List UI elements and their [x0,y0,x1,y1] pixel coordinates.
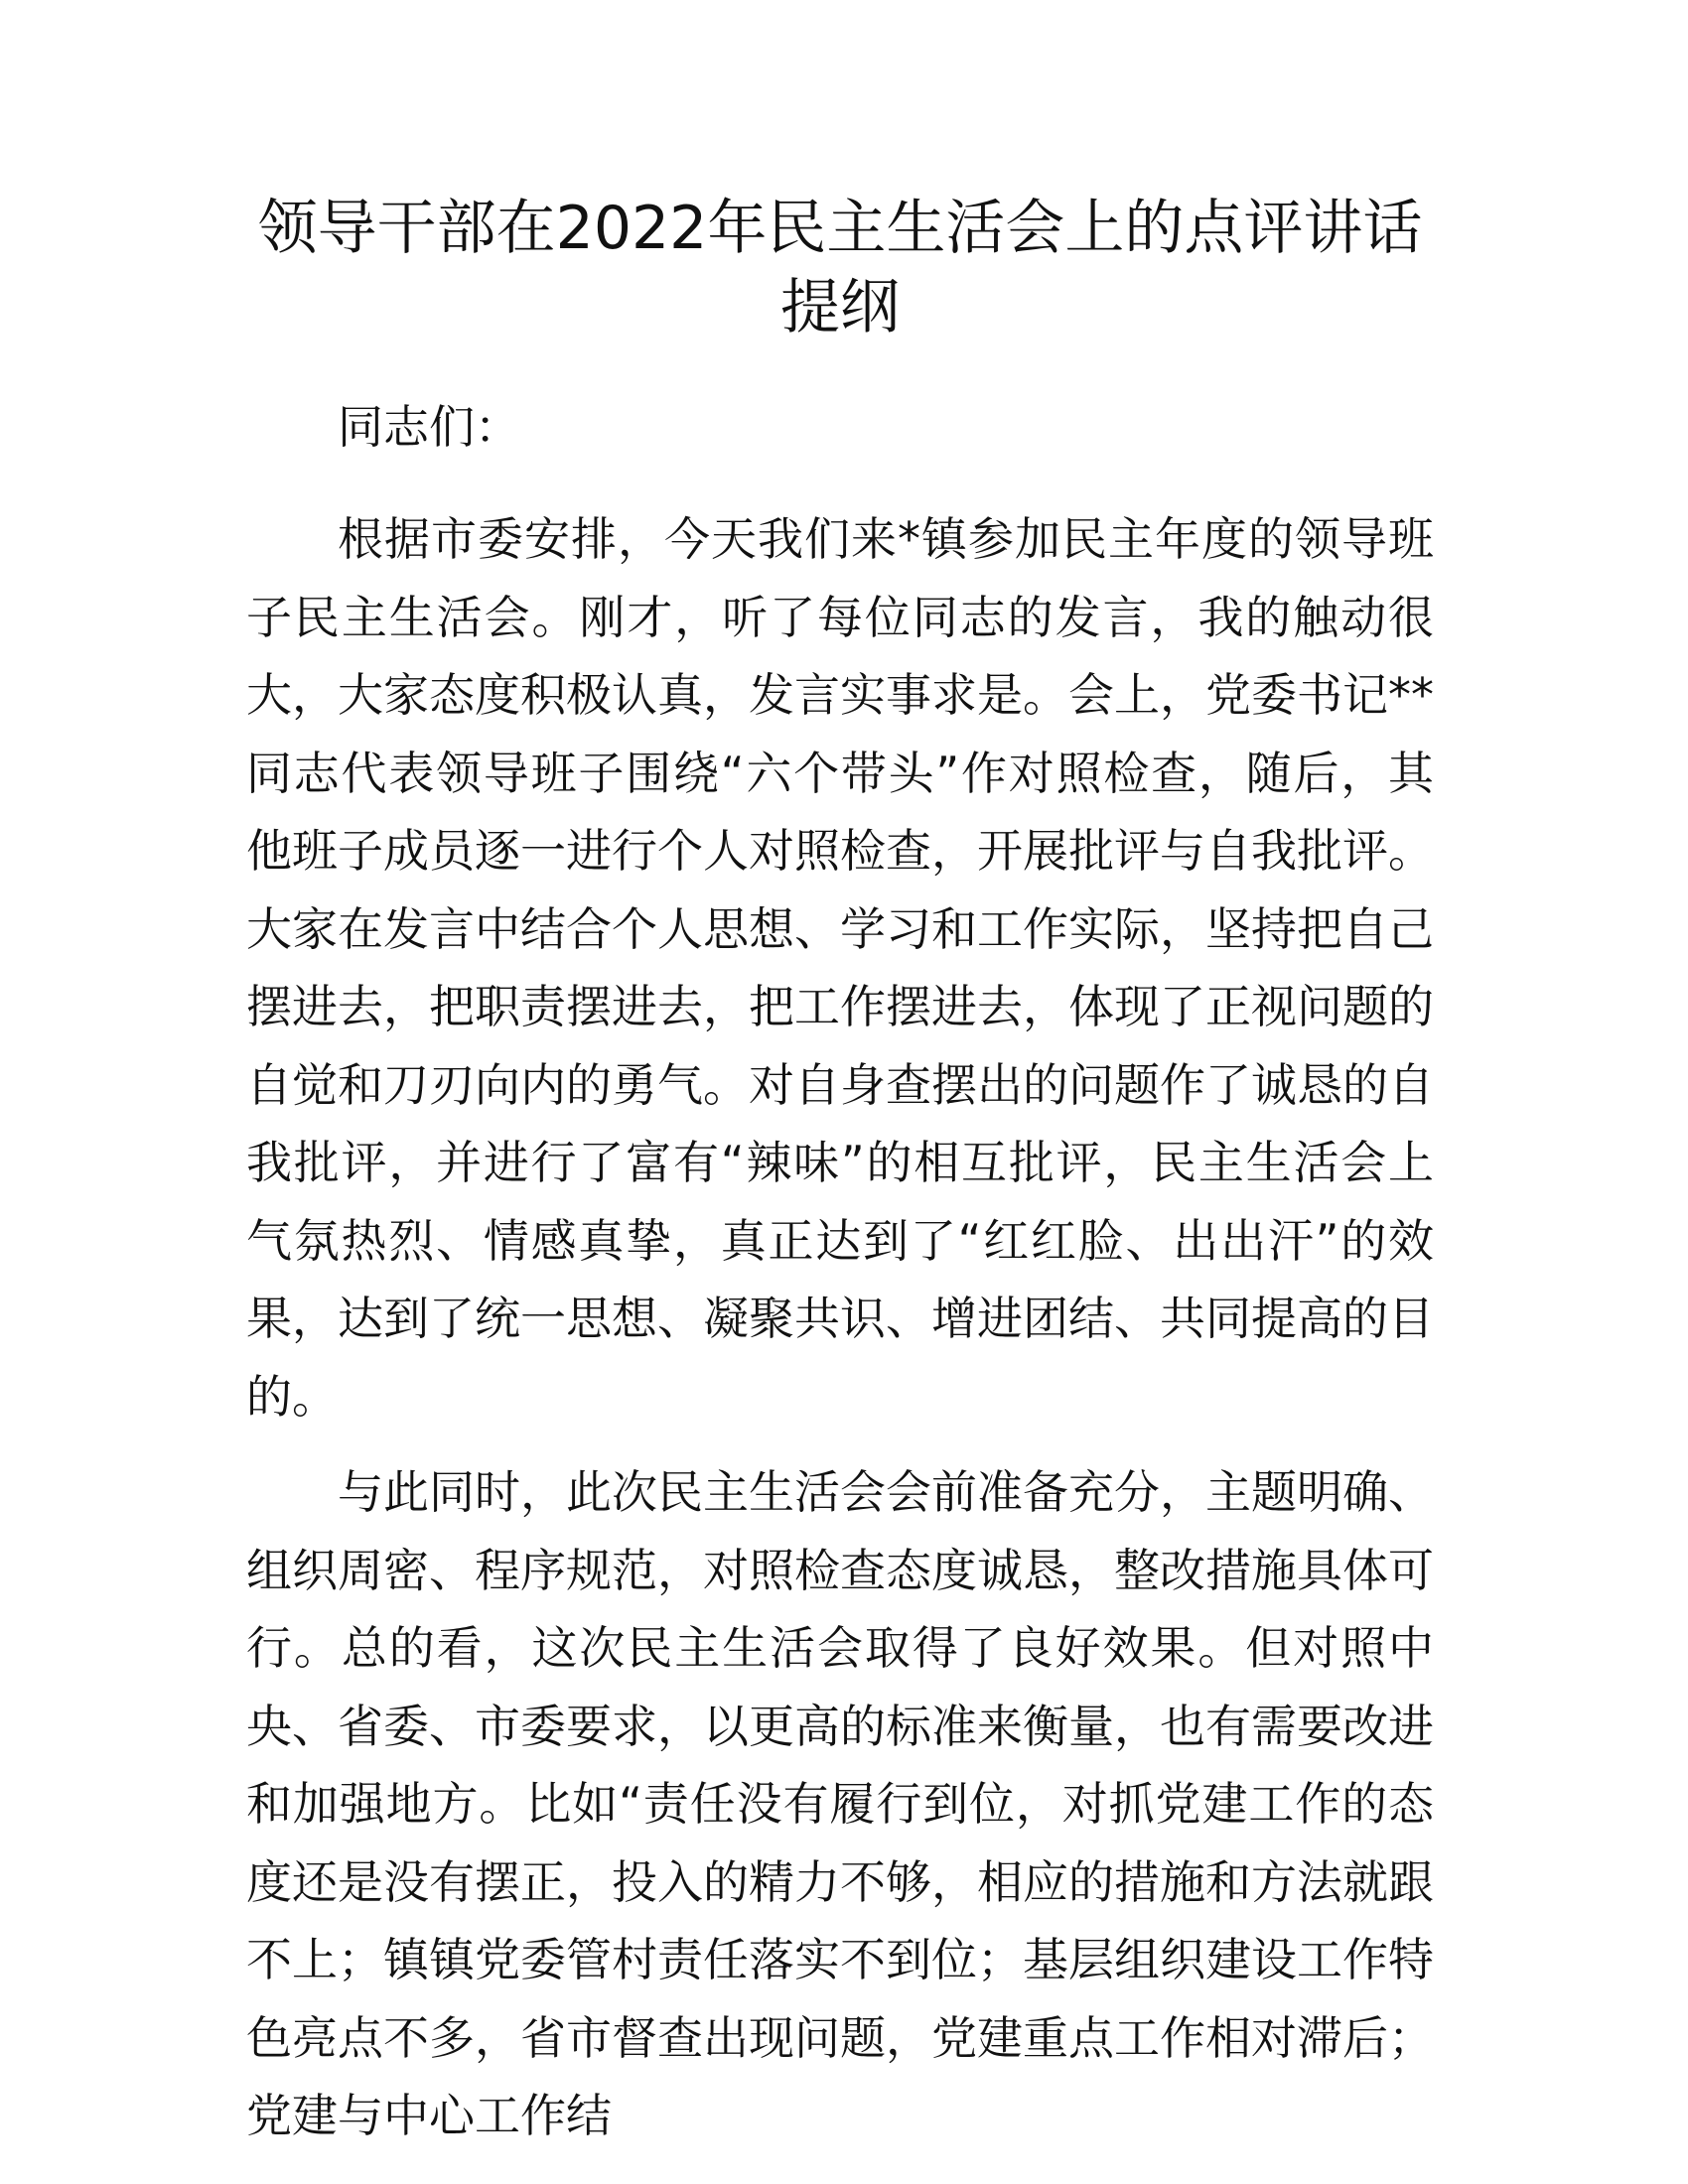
body-paragraph-2: 与此同时，此次民主生活会会前准备充分，主题明确、组织周密、程序规范，对照检查态度诚恳，整改措施具体可行。总的看，这次民主生活会取得了良好效果。但对照中央、省委、市委要求，以更高的标准来衡量，也有需要改进和加强地方。比如“责任没有履行到位，对抓党建工作的态度还是没有摆正，投入的精力不够，相应的措施和方法就跟不上；镇镇党委管村责任落实不到位；基层组织建设工作特色亮点不多，省市督查出现问题，党建重点工作相对滞后；党建与中心工作结 [246,1465,1434,2142]
document-title: 领导干部在2022年民主生活会上的点评讲话提纲 [257,194,1423,342]
body-paragraph-1: 根据市委安排，今天我们来*镇参加民主年度的领导班子民主生活会。刚才，听了每位同志的发言，我的触动很大，大家态度积极认真，发言实事求是。会上，党委书记**同志代表领导班子围绕“六个带头”作对照检查，随后，其他班子成员逐一进行个人对照检查，开展批评与自我批评。大家在发言中结合个人思想、学习和工作实际，坚持把自己摆进去，把职责摆进去，把工作摆进去，体现了正视问题的自觉和刀刃向内的勇气。对自身查摆出的问题作了诚恳的自我批评，并进行了富有“辣味”的相互批评，民主生活会上气氛热烈、情感真挚，真正达到了“红红脸、出出汗”的效果，达到了统一思想、凝聚共识、增进团结、共同提高的目的。 [246,512,1434,1424]
salutation: 同志们： [338,400,520,454]
document-page [246,189,1434,2155]
